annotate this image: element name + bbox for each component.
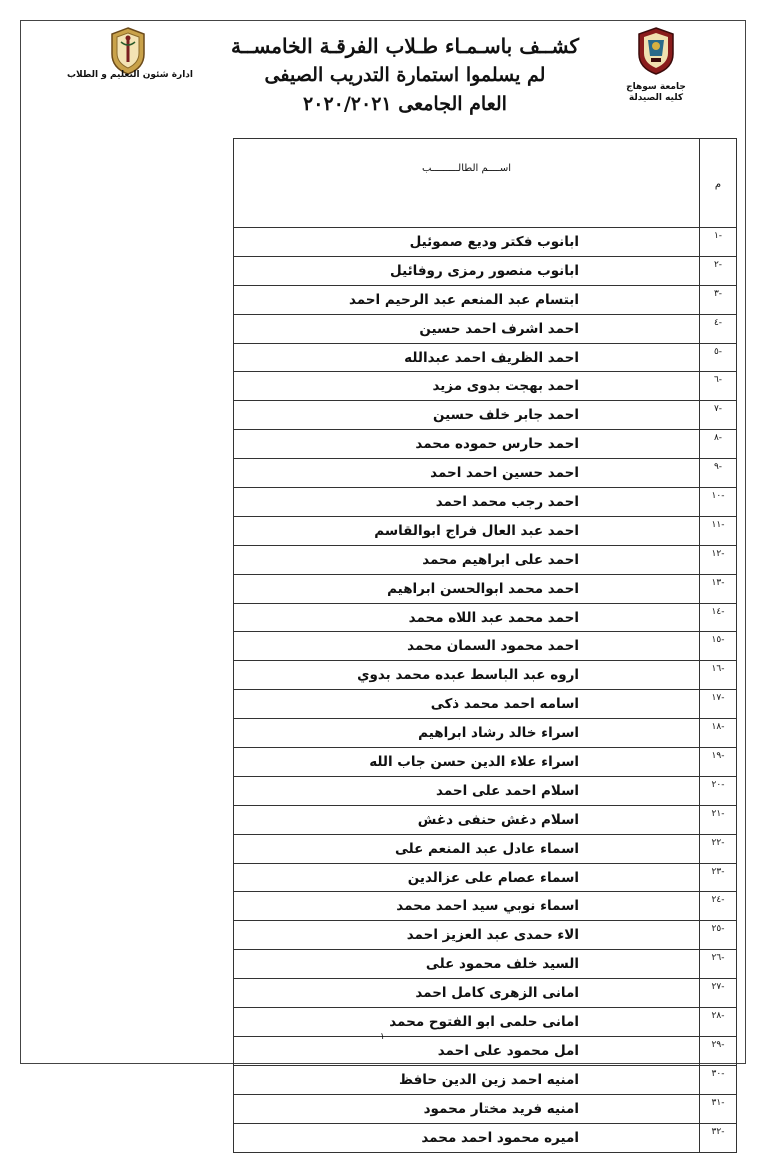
row-number: -١: [700, 228, 737, 257]
student-name: اسماء عادل عبد المنعم على: [234, 834, 700, 863]
row-number: -٥: [700, 343, 737, 372]
row-number: -١٦: [700, 661, 737, 690]
table-body: [234, 228, 737, 1153]
student-name: امنيه فريد مختار محمود: [234, 1094, 700, 1123]
table-header-row: [234, 139, 737, 228]
row-number: -٨: [700, 430, 737, 459]
row-number: -٢٠: [700, 776, 737, 805]
table-row: [234, 748, 737, 777]
faculty-name: كليه الصيدلة: [628, 93, 684, 103]
table-row: [234, 979, 737, 1008]
table-row: [234, 719, 737, 748]
row-number: -٢٧: [700, 979, 737, 1008]
table-row: [234, 834, 737, 863]
student-name: احمد بهجت بدوى مزيد: [234, 372, 700, 401]
document-subtitle: لم يسلموا استمارة التدريب الصيفى: [264, 64, 546, 86]
row-number: -٣٢: [700, 1123, 737, 1152]
column-header-number: م: [700, 139, 737, 228]
student-name: اروه عبد الباسط عبده محمد بدوي: [234, 661, 700, 690]
table-row: [234, 488, 737, 517]
table-row: [234, 632, 737, 661]
table-row: [234, 863, 737, 892]
student-name: اسلام دغش حنفى دغش: [234, 805, 700, 834]
student-name: ابتسام عبد المنعم عبد الرحيم احمد: [234, 285, 700, 314]
student-name: اسراء علاء الدين حسن جاب الله: [234, 748, 700, 777]
table-row: [234, 401, 737, 430]
table-row: [234, 661, 737, 690]
student-name: احمد محمود السمان محمد: [234, 632, 700, 661]
student-name: احمد محمد ابوالحسن ابراهيم: [234, 574, 700, 603]
row-number: -٦: [700, 372, 737, 401]
student-name: اسماء عصام على عزالدين: [234, 863, 700, 892]
student-name: اميره محمود احمد محمد: [234, 1123, 700, 1152]
table-row: [234, 314, 737, 343]
table-row: [234, 1123, 737, 1152]
table-row: [234, 459, 737, 488]
table-row: [234, 430, 737, 459]
university-label-block: [606, 82, 706, 104]
student-name: احمد اشرف احمد حسين: [234, 314, 700, 343]
student-name: امنيه احمد زين الدين حافظ: [234, 1065, 700, 1094]
table-row: [234, 603, 737, 632]
table-row: [234, 805, 737, 834]
row-number: -٢١: [700, 805, 737, 834]
row-number: -١٢: [700, 545, 737, 574]
university-name: جامعة سوهاج: [626, 82, 686, 92]
row-number: -١٥: [700, 632, 737, 661]
row-number: -٩: [700, 459, 737, 488]
student-name: احمد عبد العال فراج ابوالقاسم: [234, 516, 700, 545]
student-name: الاء حمدى عبد العزيز احمد: [234, 921, 700, 950]
row-number: -١٠: [700, 488, 737, 517]
student-name: اسراء خالد رشاد ابراهيم: [234, 719, 700, 748]
students-table: [233, 138, 737, 1153]
student-name: احمد رجب محمد احمد: [234, 488, 700, 517]
row-number: -٢: [700, 256, 737, 285]
student-name: ابانوب منصور رمزى روفائيل: [234, 256, 700, 285]
document-title: كشــف باسـمـاء طـلاب الفرقـة الخامســة: [231, 34, 579, 58]
table-row: [234, 776, 737, 805]
table-row: [234, 950, 737, 979]
column-header-name: اســــم الطالـــــــــب: [234, 139, 700, 228]
student-name: امانى حلمى ابو الفتوح محمد: [234, 1008, 700, 1037]
row-number: -٤: [700, 314, 737, 343]
student-name: احمد حسين احمد احمد: [234, 459, 700, 488]
table-row: [234, 256, 737, 285]
row-number: -١٧: [700, 690, 737, 719]
row-number: -١٨: [700, 719, 737, 748]
university-logo-icon: [636, 26, 676, 76]
student-name: اسلام احمد على احمد: [234, 776, 700, 805]
administration-logo-icon: [108, 26, 148, 76]
student-name: ابانوب فكتر وديع صموئيل: [234, 228, 700, 257]
table-row: [234, 545, 737, 574]
table-row: [234, 516, 737, 545]
row-number: -٢٤: [700, 892, 737, 921]
student-name: امل محمود على احمد: [234, 1036, 700, 1065]
row-number: -٣٠: [700, 1065, 737, 1094]
row-number: -٢٣: [700, 863, 737, 892]
table-row: [234, 228, 737, 257]
table-row: [234, 690, 737, 719]
row-number: -٢٢: [700, 834, 737, 863]
table-row: [234, 1036, 737, 1065]
row-number: -٣: [700, 285, 737, 314]
row-number: -٣١: [700, 1094, 737, 1123]
student-name: السيد خلف محمود على: [234, 950, 700, 979]
table-row: [234, 372, 737, 401]
table-row: [234, 574, 737, 603]
student-name: اسماء نوبي سيد احمد محمد: [234, 892, 700, 921]
student-name: احمد جابر خلف حسين: [234, 401, 700, 430]
academic-year: العام الجامعى ٢٠٢٠/٢٠٢١: [303, 93, 507, 115]
row-number: -٢٦: [700, 950, 737, 979]
row-number: -٢٥: [700, 921, 737, 950]
table-row: [234, 921, 737, 950]
table-row: [234, 1065, 737, 1094]
table-row: [234, 892, 737, 921]
table-row: [234, 1008, 737, 1037]
student-name: احمد محمد عبد اللاه محمد: [234, 603, 700, 632]
student-name: احمد على ابراهيم محمد: [234, 545, 700, 574]
row-number: -١٣: [700, 574, 737, 603]
row-number: -١٤: [700, 603, 737, 632]
row-number: -٢٩: [700, 1036, 737, 1065]
student-name: اسامه احمد محمد ذكى: [234, 690, 700, 719]
student-name: امانى الزهرى كامل احمد: [234, 979, 700, 1008]
student-name: احمد حارس حموده محمد: [234, 430, 700, 459]
row-number: -١٩: [700, 748, 737, 777]
table-row: [234, 1094, 737, 1123]
table-row: [234, 285, 737, 314]
administration-label: ادارة شئون التعليم و الطلاب: [67, 70, 193, 80]
row-number: -٧: [700, 401, 737, 430]
row-number: -١١: [700, 516, 737, 545]
page-number: ١: [380, 1032, 385, 1042]
row-number: -٢٨: [700, 1008, 737, 1037]
table-row: [234, 343, 737, 372]
student-name: احمد الظريف احمد عبدالله: [234, 343, 700, 372]
